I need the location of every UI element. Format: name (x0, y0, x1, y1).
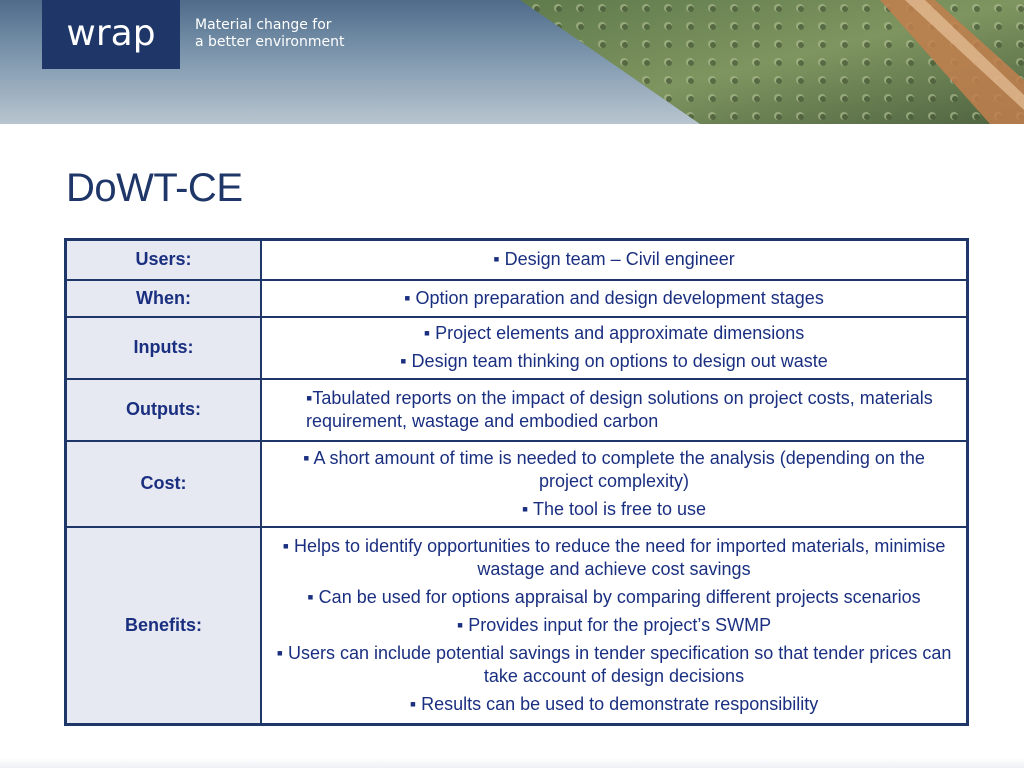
row-label: Outputs: (66, 379, 262, 441)
table-row-users (66, 240, 968, 280)
bullet-item: ▪ Helps to identify opportunities to reduce the need for imported materials, minimise wastage and achieve cost savings (282, 535, 946, 579)
bullet-item: ▪ Option preparation and design development stages (404, 287, 824, 308)
bullet-item: ▪ Design team thinking on options to design out waste (400, 351, 828, 371)
table-row-outputs (66, 379, 968, 441)
table-row-cost (66, 441, 968, 527)
bullet-item: ▪ A short amount of time is needed to complete the analysis (depending on the project complexity) (303, 447, 925, 491)
row-value (261, 240, 968, 280)
row-value (261, 527, 968, 725)
row-value (261, 317, 968, 379)
bullet-item: ▪ Design team – Civil engineer (493, 249, 735, 270)
tagline-line-1: Material change for (195, 17, 332, 33)
tagline-line-2: a better environment (195, 34, 345, 50)
table-row-when (66, 280, 968, 317)
row-label: Users: (66, 240, 262, 280)
row-value (261, 441, 968, 527)
info-table (64, 238, 969, 726)
brand-tagline (195, 17, 345, 51)
bullet-item: ▪ Can be used for options appraisal by comparing different projects scenarios (307, 586, 921, 607)
row-label: Inputs: (66, 317, 262, 379)
bullet-item: ▪ Results can be used to demonstrate responsibility (409, 693, 819, 714)
slide-title: DoWT-CE (66, 166, 243, 210)
table-row-inputs (66, 317, 968, 379)
wrap-logo[interactable] (42, 0, 180, 69)
footer-band (0, 758, 1024, 768)
header-banner (0, 0, 1024, 124)
bullet-item: ▪ Users can include potential savings in tender specification so that tender prices can take account of design decisions (276, 642, 952, 686)
row-label: When: (66, 280, 262, 317)
row-value (261, 379, 968, 441)
logo-wordmark: wrap (66, 13, 156, 54)
bullet-item: ▪ The tool is free to use (521, 498, 707, 519)
row-label: Cost: (66, 441, 262, 527)
bullet-item: ▪Tabulated reports on the impact of design solutions on project costs, materials requirement, wastage and embodied carbon (306, 387, 933, 431)
bullet-item: ▪ Project elements and approximate dimensions (423, 323, 805, 343)
table-row-benefits (66, 527, 968, 725)
bullet-item: ▪ Provides input for the project’s SWMP (456, 614, 772, 635)
row-value (261, 280, 968, 317)
row-label: Benefits: (66, 527, 262, 725)
